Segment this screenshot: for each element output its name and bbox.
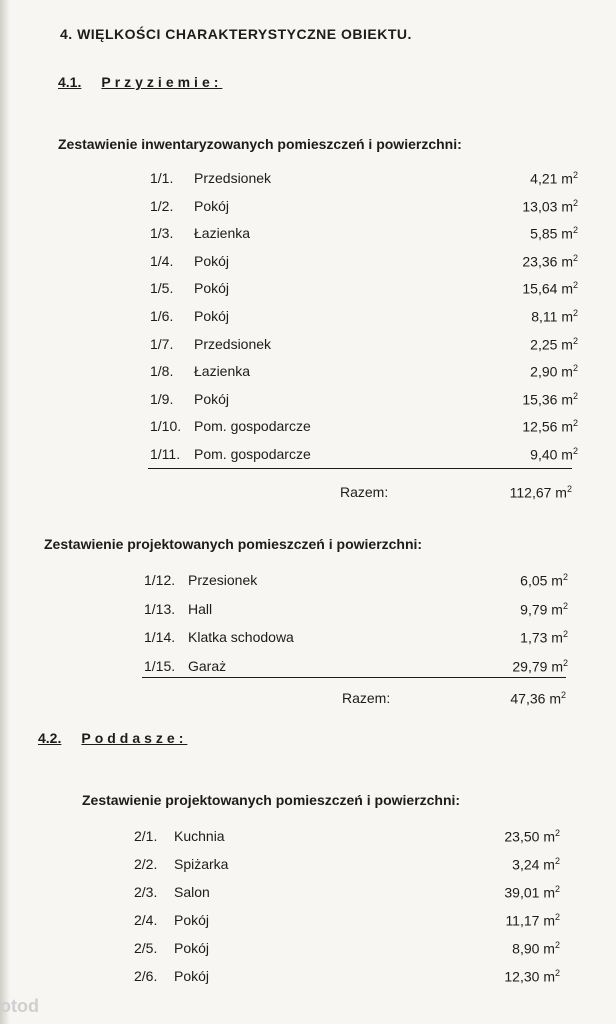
room-name: Pokój	[194, 280, 230, 297]
projected-ground-total-label: Razem:	[342, 690, 391, 706]
room-code: 1/5.	[150, 280, 174, 297]
room-name: Pokój	[194, 308, 230, 324]
table-row	[134, 968, 560, 986]
room-code: 1/8.	[150, 363, 174, 380]
room-area: 11,17 $m^2$	[505, 912, 560, 929]
room-area: 3,24 $m^2$	[512, 856, 560, 873]
table-row	[134, 828, 560, 846]
room-code: 2/6.	[134, 968, 158, 984]
room-area: 23,50 $m^2$	[504, 828, 560, 845]
document-title: 4. WIĘLKOŚCI CHARAKTERYSTYCZNE OBIEKTU.	[60, 26, 412, 42]
room-name: Pokój	[174, 968, 210, 984]
table-row	[150, 225, 578, 243]
section-heading-przyziemie	[58, 74, 222, 90]
room-area: 23,36 $m^2$	[522, 252, 578, 270]
room-area: 12,30 $m^2$	[504, 968, 560, 985]
room-name: Hall	[188, 600, 213, 617]
room-name: Przesionek	[188, 572, 258, 588]
table-row	[134, 856, 560, 874]
inventory-total-rule	[148, 468, 572, 469]
room-code: 1/15.	[144, 657, 176, 674]
room-code: 2/3.	[134, 884, 158, 900]
room-code: 1/7.	[150, 335, 174, 352]
room-code: 1/13.	[144, 600, 176, 617]
table-row	[150, 280, 578, 298]
room-name: Klatka schodowa	[188, 629, 294, 645]
room-area: 8,11 $m^2$	[531, 308, 578, 325]
room-code: 2/4.	[134, 912, 158, 928]
room-area: 9,40 $m^2$	[530, 446, 578, 463]
room-name: Pokój	[174, 912, 210, 928]
room-name: Przedsionek	[194, 335, 272, 352]
table-row	[144, 572, 568, 590]
room-name: Pom. gospodarcze	[194, 446, 311, 462]
table-row	[150, 363, 578, 381]
room-area: 4,21 $m^2$	[530, 170, 578, 187]
section-label: Przyziemie:	[101, 74, 223, 90]
table-row	[150, 308, 578, 326]
inventory-table-title: Zestawienie inwentaryzowanych pomieszczeń i powierzchni:	[58, 136, 462, 152]
table-row	[150, 391, 578, 409]
room-code: 1/6.	[150, 308, 174, 324]
table-row	[150, 253, 578, 271]
room-code: 1/4.	[150, 252, 174, 269]
room-area: 6,05 $m^2$	[520, 572, 568, 589]
room-name: Łazienka	[194, 363, 251, 380]
room-name: Łazienka	[194, 225, 251, 242]
room-area: 9,79 $m^2$	[520, 600, 568, 618]
room-name: Pokój	[194, 252, 230, 269]
room-code: 2/1.	[134, 828, 158, 844]
table-row	[134, 884, 560, 902]
room-code: 2/2.	[134, 856, 158, 872]
room-area: 13,03 $m^2$	[522, 197, 578, 215]
room-area: 2,25 $m^2$	[530, 335, 578, 353]
room-name: Pokój	[194, 390, 230, 407]
table-row	[144, 601, 568, 619]
room-area: 5,85 $m^2$	[530, 225, 578, 242]
inventory-total-label: Razem:	[340, 484, 389, 500]
table-row	[150, 336, 578, 354]
room-code: 1/10.	[150, 418, 182, 435]
room-area: 39,01 $m^2$	[504, 884, 560, 901]
room-name: Pokój	[174, 940, 210, 956]
room-code: 1/12.	[144, 572, 176, 588]
section-number: 4.1.	[58, 74, 82, 90]
table-row	[150, 198, 578, 216]
table-row	[150, 170, 578, 188]
projected-attic-table-title: Zestawienie projektowanych pomieszczeń i powierzchni:	[82, 792, 461, 808]
room-code: 2/5.	[134, 940, 158, 956]
section-label: Poddasze:	[81, 730, 188, 746]
room-area: 12,56 $m^2$	[522, 418, 578, 436]
table-row	[134, 912, 560, 930]
table-row	[144, 658, 568, 676]
projected-ground-table-title: Zestawienie projektowanych pomieszczeń i powierzchni:	[44, 536, 423, 552]
room-area: 15,64 $m^2$	[522, 280, 578, 298]
room-code: 1/2.	[150, 197, 174, 214]
table-row	[150, 446, 578, 464]
room-code: 1/14.	[144, 629, 176, 645]
room-code: 1/1.	[150, 170, 174, 186]
room-name: Przedsionek	[194, 170, 272, 186]
section-number: 4.2.	[38, 730, 62, 746]
room-area: 8,90 $m^2$	[512, 940, 560, 957]
room-name: Pom. gospodarcze	[194, 418, 311, 435]
room-area: 15,36 $m^2$	[522, 390, 578, 408]
inventory-total-value: 112,67 $m^2$	[509, 484, 572, 501]
room-area: 29,79 $m^2$	[512, 657, 568, 675]
room-name: Kuchnia	[174, 828, 225, 844]
watermark: otod	[0, 996, 39, 1016]
room-name: Spiżarka	[174, 856, 229, 872]
room-area: 1,73 $m^2$	[520, 629, 568, 646]
room-code: 1/9.	[150, 390, 174, 407]
table-row	[150, 418, 578, 436]
room-area: 2,90 $m^2$	[530, 363, 578, 380]
section-heading-poddasze	[38, 730, 187, 746]
projected-ground-total-rule	[142, 677, 566, 678]
table-row	[134, 940, 560, 958]
room-name: Salon	[174, 884, 210, 900]
room-code: 1/3.	[150, 225, 174, 242]
room-code: 1/11.	[150, 446, 181, 462]
room-name: Pokój	[194, 197, 230, 214]
projected-ground-total-value: 47,36 $m^2$	[510, 690, 566, 707]
page-edge-shadow	[0, 0, 10, 1024]
room-name: Garaż	[188, 657, 227, 674]
table-row	[144, 629, 568, 647]
